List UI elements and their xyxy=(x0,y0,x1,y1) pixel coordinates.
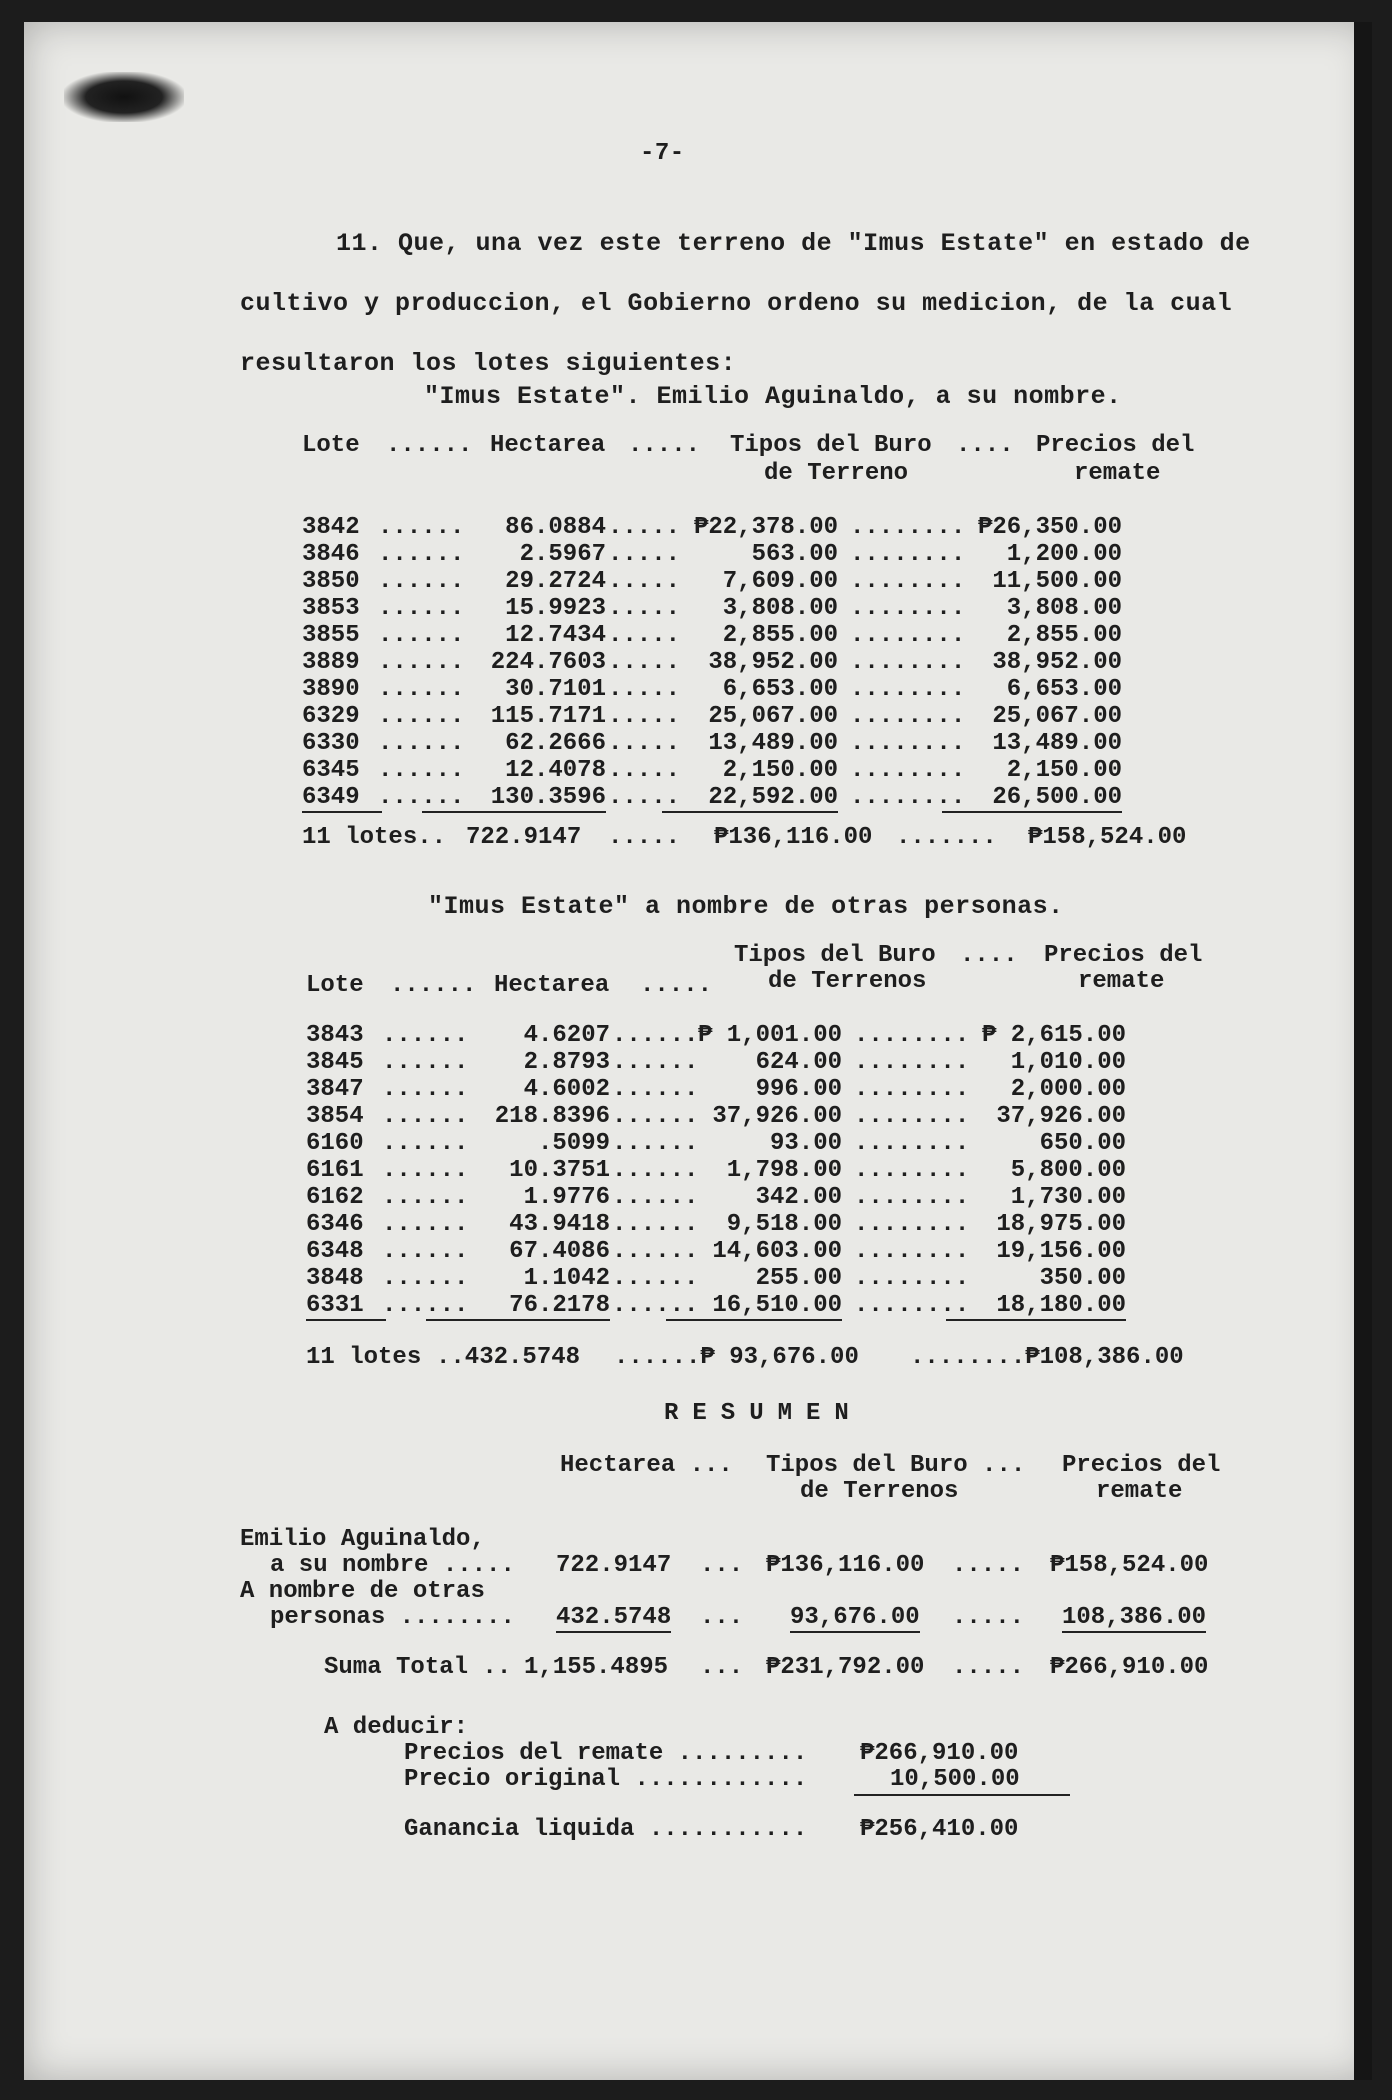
resumen-header-hectarea: Hectarea ... xyxy=(560,1452,733,1479)
leader-dots: ...... xyxy=(378,595,465,622)
precios-cell: 13,489.00 xyxy=(992,730,1122,757)
table-row xyxy=(306,1076,1186,1103)
table-row xyxy=(302,514,1182,541)
lote-cell: 6161 xyxy=(306,1157,364,1184)
table2-header-dots3: .... xyxy=(960,942,1018,969)
hectarea-cell: 12.4078 xyxy=(505,757,606,784)
hectarea-cell: 15.9923 xyxy=(505,595,606,622)
ink-smudge xyxy=(64,72,184,122)
leader-dots: ...... xyxy=(382,1211,469,1238)
tipos-cell: 22,592.00 xyxy=(662,784,838,813)
precios-cell: 19,156.00 xyxy=(996,1238,1126,1265)
hectarea-cell: 115.7171 xyxy=(490,703,606,730)
lote-cell: 3854 xyxy=(306,1103,364,1130)
paragraph-11 xyxy=(240,214,1280,394)
table2-total-hectarea: ..432.5748 xyxy=(436,1344,581,1371)
resumen-total-tipos: ₱231,792.00 xyxy=(766,1654,925,1681)
leader-dots: ...... xyxy=(378,784,465,811)
lote-cell: 3848 xyxy=(306,1265,364,1292)
leader-dots: ..... xyxy=(608,757,681,784)
deducir-line2-value: 10,500.00 xyxy=(890,1766,1020,1793)
resumen-total-dots2: ..... xyxy=(952,1654,1025,1681)
table2-header-dots1: ...... xyxy=(390,972,477,999)
leader-dots: ...... xyxy=(382,1076,469,1103)
precios-cell: 2,855.00 xyxy=(1006,622,1122,649)
table1-header-tipos2: de Terreno xyxy=(764,460,909,487)
leader-dots: ........ xyxy=(854,1184,970,1211)
hectarea-cell: 67.4086 xyxy=(509,1238,610,1265)
leader-dots: ........ xyxy=(850,541,966,568)
precios-cell: 1,200.00 xyxy=(1006,541,1122,568)
leader-dots: ..... xyxy=(608,730,681,757)
table1-header-hectarea: Hectarea xyxy=(490,432,606,459)
resumen-row1-hectarea: 722.9147 xyxy=(556,1552,672,1579)
precios-cell: 18,975.00 xyxy=(996,1211,1126,1238)
table2-title: "Imus Estate" a nombre de otras personas. xyxy=(428,892,1064,921)
resumen-row1-label2: a su nombre ..... xyxy=(270,1552,515,1579)
table1-header-tipos: Tipos del Buro xyxy=(730,432,932,459)
leader-dots: ...... xyxy=(612,1049,699,1076)
resumen-row1-dots2: ..... xyxy=(952,1552,1025,1579)
leader-dots: ........ xyxy=(850,730,966,757)
table-row xyxy=(302,676,1182,703)
tipos-cell: 9,518.00 xyxy=(726,1211,842,1238)
lote-cell: 6329 xyxy=(302,703,360,730)
deducir-title: A deducir: xyxy=(324,1714,469,1741)
hectarea-cell: 224.7603 xyxy=(490,649,606,676)
leader-dots: ........ xyxy=(850,622,966,649)
precios-cell: 6,653.00 xyxy=(1006,676,1122,703)
tipos-cell: 2,855.00 xyxy=(722,622,838,649)
resumen-row1-precios: ₱158,524.00 xyxy=(1050,1552,1209,1579)
leader-dots: ...... xyxy=(382,1184,469,1211)
tipos-cell: 3,808.00 xyxy=(722,595,838,622)
table-row xyxy=(302,568,1182,595)
precios-cell: 2,150.00 xyxy=(1006,757,1122,784)
tipos-cell: ₱22,378.00 xyxy=(693,514,838,541)
tipos-cell: 1,798.00 xyxy=(726,1157,842,1184)
lote-cell: 3889 xyxy=(302,649,360,676)
table1-total-dots1: ..... xyxy=(608,824,681,851)
leader-dots: ..... xyxy=(608,649,681,676)
precios-cell: 650.00 xyxy=(1039,1130,1126,1157)
lote-cell: 6331 xyxy=(306,1292,386,1321)
table-row xyxy=(302,757,1182,784)
hectarea-cell: 4.6207 xyxy=(523,1022,610,1049)
precios-cell: 26,500.00 xyxy=(942,784,1122,813)
table2-header-hectarea: Hectarea xyxy=(494,972,610,999)
precios-cell: 5,800.00 xyxy=(1010,1157,1126,1184)
precios-cell: 25,067.00 xyxy=(992,703,1122,730)
leader-dots: ........ xyxy=(850,757,966,784)
resumen-row1-dots1: ... xyxy=(700,1552,744,1579)
page-number: -7- xyxy=(640,140,685,167)
table-row xyxy=(306,1049,1186,1076)
precios-cell: 3,808.00 xyxy=(1006,595,1122,622)
leader-dots: ...... xyxy=(382,1049,469,1076)
leader-dots: ..... xyxy=(608,595,681,622)
leader-dots: ........ xyxy=(854,1265,970,1292)
leader-dots: ...... xyxy=(378,568,465,595)
lote-cell: 6345 xyxy=(302,757,360,784)
tipos-cell: 13,489.00 xyxy=(708,730,838,757)
precios-cell: ₱26,350.00 xyxy=(977,514,1122,541)
hectarea-cell: 2.5967 xyxy=(519,541,606,568)
precios-cell: 1,010.00 xyxy=(1010,1049,1126,1076)
table-row xyxy=(302,595,1182,622)
deducir-line2-label: Precio original ............ xyxy=(404,1766,808,1793)
tipos-cell: 624.00 xyxy=(755,1049,842,1076)
leader-dots: ...... xyxy=(612,1238,699,1265)
hectarea-cell: 4.6002 xyxy=(523,1076,610,1103)
table-row xyxy=(306,1103,1186,1130)
tipos-cell: 255.00 xyxy=(755,1265,842,1292)
leader-dots: ........ xyxy=(850,703,966,730)
table1-header-lote: Lote xyxy=(302,432,360,459)
table-row xyxy=(306,1130,1186,1157)
table1-total-hectarea: 722.9147 xyxy=(466,824,582,851)
lote-cell: 3846 xyxy=(302,541,360,568)
leader-dots: ...... xyxy=(612,1076,699,1103)
lote-cell: 6349 xyxy=(302,784,382,813)
table1-header-precios2: remate xyxy=(1074,460,1161,487)
leader-dots: ........ xyxy=(850,595,966,622)
tipos-cell: 342.00 xyxy=(755,1184,842,1211)
lote-cell: 6330 xyxy=(302,730,360,757)
table2-body xyxy=(306,1022,1186,1319)
table1-header-precios: Precios del xyxy=(1036,432,1195,459)
precios-cell: 37,926.00 xyxy=(996,1103,1126,1130)
precios-cell: 350.00 xyxy=(1039,1265,1126,1292)
leader-dots: ........ xyxy=(854,1049,970,1076)
scan-border xyxy=(1354,22,1372,2080)
leader-dots: ...... xyxy=(378,649,465,676)
document-page xyxy=(24,22,1372,2080)
leader-dots: ..... xyxy=(608,568,681,595)
precios-cell: 38,952.00 xyxy=(992,649,1122,676)
table2-header-tipos2: de Terrenos xyxy=(768,968,927,995)
hectarea-cell: 12.7434 xyxy=(505,622,606,649)
hectarea-cell: 43.9418 xyxy=(509,1211,610,1238)
deducir-line1-value: ₱266,910.00 xyxy=(860,1740,1019,1767)
leader-dots: ..... xyxy=(608,703,681,730)
lote-cell: 3890 xyxy=(302,676,360,703)
deducir-underline xyxy=(854,1794,1070,1796)
leader-dots: ...... xyxy=(382,1022,469,1049)
table1-total-dots2: ....... xyxy=(896,824,997,851)
lote-cell: 3847 xyxy=(306,1076,364,1103)
tipos-cell: 25,067.00 xyxy=(708,703,838,730)
tipos-cell: 93.00 xyxy=(769,1130,842,1157)
table-row xyxy=(306,1265,1186,1292)
precios-cell: 11,500.00 xyxy=(992,568,1122,595)
leader-dots: ..... xyxy=(608,622,681,649)
leader-dots: ..... xyxy=(608,676,681,703)
lote-cell: 3845 xyxy=(306,1049,364,1076)
leader-dots: ........ xyxy=(854,1103,970,1130)
leader-dots: ........ xyxy=(854,1211,970,1238)
tipos-cell: 996.00 xyxy=(755,1076,842,1103)
tipos-cell: 563.00 xyxy=(751,541,838,568)
lote-cell: 3843 xyxy=(306,1022,364,1049)
tipos-cell: 37,926.00 xyxy=(712,1103,842,1130)
hectarea-cell: 218.8396 xyxy=(494,1103,610,1130)
precios-cell: 18,180.00 xyxy=(946,1292,1126,1321)
table-row xyxy=(306,1022,1186,1049)
table2-total-tipos: ......₱ 93,676.00 xyxy=(614,1344,859,1371)
hectarea-cell: 76.2178 xyxy=(426,1292,610,1321)
leader-dots: ........ xyxy=(854,1157,970,1184)
lote-cell: 3850 xyxy=(302,568,360,595)
resumen-total-hectarea: 1,155.4895 xyxy=(524,1654,669,1681)
resumen-row2-precios: 108,386.00 xyxy=(1062,1604,1207,1631)
table-row xyxy=(306,1238,1186,1265)
hectarea-cell: .5099 xyxy=(537,1130,610,1157)
leader-dots: ...... xyxy=(378,757,465,784)
precios-cell: 2,000.00 xyxy=(1010,1076,1126,1103)
leader-dots: ...... xyxy=(378,622,465,649)
leader-dots: ........ xyxy=(854,1238,970,1265)
precios-cell: 1,730.00 xyxy=(1010,1184,1126,1211)
leader-dots: ...... xyxy=(382,1157,469,1184)
table2-header-dots2: ..... xyxy=(640,972,713,999)
leader-dots: ........ xyxy=(850,568,966,595)
table2-header-lote: Lote xyxy=(306,972,364,999)
table-row xyxy=(302,784,1182,811)
leader-dots: ........ xyxy=(854,1076,970,1103)
leader-dots: ...... xyxy=(612,1130,699,1157)
precios-cell: ₱ 2,615.00 xyxy=(981,1022,1126,1049)
resumen-total-dots1: ... xyxy=(700,1654,744,1681)
leader-dots: ...... xyxy=(612,1292,699,1319)
resumen-row2-hectarea: 432.5748 xyxy=(556,1604,672,1631)
resumen-row2-label1: A nombre de otras xyxy=(240,1578,485,1605)
hectarea-cell: 1.9776 xyxy=(523,1184,610,1211)
table-row xyxy=(306,1292,1186,1319)
table-row xyxy=(302,622,1182,649)
table-row xyxy=(302,703,1182,730)
table1-total-label: 11 lotes.. xyxy=(302,824,447,851)
hectarea-cell: 86.0884 xyxy=(505,514,606,541)
lote-cell: 6346 xyxy=(306,1211,364,1238)
paragraph-number: 11. xyxy=(336,229,383,258)
tipos-cell: 16,510.00 xyxy=(666,1292,842,1321)
resumen-row1-label1: Emilio Aguinaldo, xyxy=(240,1526,485,1553)
leader-dots: ...... xyxy=(612,1211,699,1238)
resumen-row2-dots1: ... xyxy=(700,1604,744,1631)
resumen-row2-dots2: ..... xyxy=(952,1604,1025,1631)
leader-dots: ...... xyxy=(612,1184,699,1211)
resumen-total-label: Suma Total .. xyxy=(324,1654,512,1681)
leader-dots: ...... xyxy=(612,1022,699,1049)
resumen-row2-tipos: 93,676.00 xyxy=(790,1604,920,1631)
table-row xyxy=(306,1211,1186,1238)
tipos-cell: 14,603.00 xyxy=(712,1238,842,1265)
table-row xyxy=(306,1157,1186,1184)
table1-total-precios: ₱158,524.00 xyxy=(1028,824,1187,851)
deducir-line1-label: Precios del remate ......... xyxy=(404,1740,808,1767)
leader-dots: ........ xyxy=(854,1022,970,1049)
lote-cell: 6162 xyxy=(306,1184,364,1211)
leader-dots: ........ xyxy=(850,784,966,811)
table1-total-tipos: ₱136,116.00 xyxy=(714,824,873,851)
lote-cell: 3842 xyxy=(302,514,360,541)
table-row xyxy=(302,730,1182,757)
hectarea-cell: 1.1042 xyxy=(523,1265,610,1292)
resumen-row2-label2: personas ........ xyxy=(270,1604,515,1631)
leader-dots: ...... xyxy=(378,730,465,757)
tipos-cell: 38,952.00 xyxy=(708,649,838,676)
leader-dots: ...... xyxy=(382,1130,469,1157)
leader-dots: ........ xyxy=(850,649,966,676)
leader-dots: ........ xyxy=(854,1130,970,1157)
table2-total-precios: ........₱108,386.00 xyxy=(910,1344,1184,1371)
table1-header-dots3: .... xyxy=(956,432,1014,459)
table1-header-dots1: ...... xyxy=(386,432,473,459)
table1-header-dots2: ..... xyxy=(628,432,701,459)
leader-dots: ..... xyxy=(608,784,681,811)
resumen-header-precios2: remate xyxy=(1096,1478,1183,1505)
paragraph-text: Que, una vez este terreno de "Imus Estate" en estado de cultivo y produccion, el Gobierno ordeno su medicion, de la cual resultaron los lotes siguientes: xyxy=(240,229,1251,378)
leader-dots: ...... xyxy=(382,1103,469,1130)
leader-dots: ........ xyxy=(850,676,966,703)
tipos-cell: ₱ 1,001.00 xyxy=(697,1022,842,1049)
resumen-header-tipos: Tipos del Buro ... xyxy=(766,1452,1026,1479)
lote-cell: 3853 xyxy=(302,595,360,622)
ganancia-label: Ganancia liquida ........... xyxy=(404,1816,808,1843)
leader-dots: ...... xyxy=(612,1157,699,1184)
table1-title: "Imus Estate". Emilio Aguinaldo, a su nombre. xyxy=(424,382,1122,411)
hectarea-cell: 10.3751 xyxy=(509,1157,610,1184)
leader-dots: ...... xyxy=(612,1265,699,1292)
table2-header-tipos: Tipos del Buro xyxy=(734,942,936,969)
hectarea-cell: 30.7101 xyxy=(505,676,606,703)
leader-dots: ...... xyxy=(378,703,465,730)
tipos-cell: 7,609.00 xyxy=(722,568,838,595)
resumen-total-precios: ₱266,910.00 xyxy=(1050,1654,1209,1681)
leader-dots: ..... xyxy=(608,541,681,568)
leader-dots: ...... xyxy=(382,1292,469,1319)
leader-dots: ...... xyxy=(378,514,465,541)
leader-dots: ........ xyxy=(850,514,966,541)
lote-cell: 3855 xyxy=(302,622,360,649)
table-row xyxy=(302,649,1182,676)
resumen-header-tipos2: de Terrenos xyxy=(800,1478,959,1505)
table-row xyxy=(302,541,1182,568)
leader-dots: ...... xyxy=(378,676,465,703)
resumen-row1-tipos: ₱136,116.00 xyxy=(766,1552,925,1579)
lote-cell: 6160 xyxy=(306,1130,364,1157)
leader-dots: ........ xyxy=(854,1292,970,1319)
leader-dots: ...... xyxy=(382,1265,469,1292)
resumen-title: RESUMEN xyxy=(664,1400,863,1427)
table2-header-precios2: remate xyxy=(1078,968,1165,995)
hectarea-cell: 2.8793 xyxy=(523,1049,610,1076)
table1-body xyxy=(302,514,1182,811)
table2-total-label: 11 lotes xyxy=(306,1344,422,1371)
tipos-cell: 6,653.00 xyxy=(722,676,838,703)
resumen-header-precios: Precios del xyxy=(1062,1452,1221,1479)
ganancia-value: ₱256,410.00 xyxy=(860,1816,1019,1843)
hectarea-cell: 29.2724 xyxy=(505,568,606,595)
leader-dots: ...... xyxy=(378,541,465,568)
leader-dots: ..... xyxy=(608,514,681,541)
tipos-cell: 2,150.00 xyxy=(722,757,838,784)
hectarea-cell: 62.2666 xyxy=(505,730,606,757)
table2-header-precios: Precios del xyxy=(1044,942,1203,969)
leader-dots: ...... xyxy=(612,1103,699,1130)
leader-dots: ...... xyxy=(382,1238,469,1265)
hectarea-cell: 130.3596 xyxy=(422,784,606,813)
lote-cell: 6348 xyxy=(306,1238,364,1265)
table-row xyxy=(306,1184,1186,1211)
